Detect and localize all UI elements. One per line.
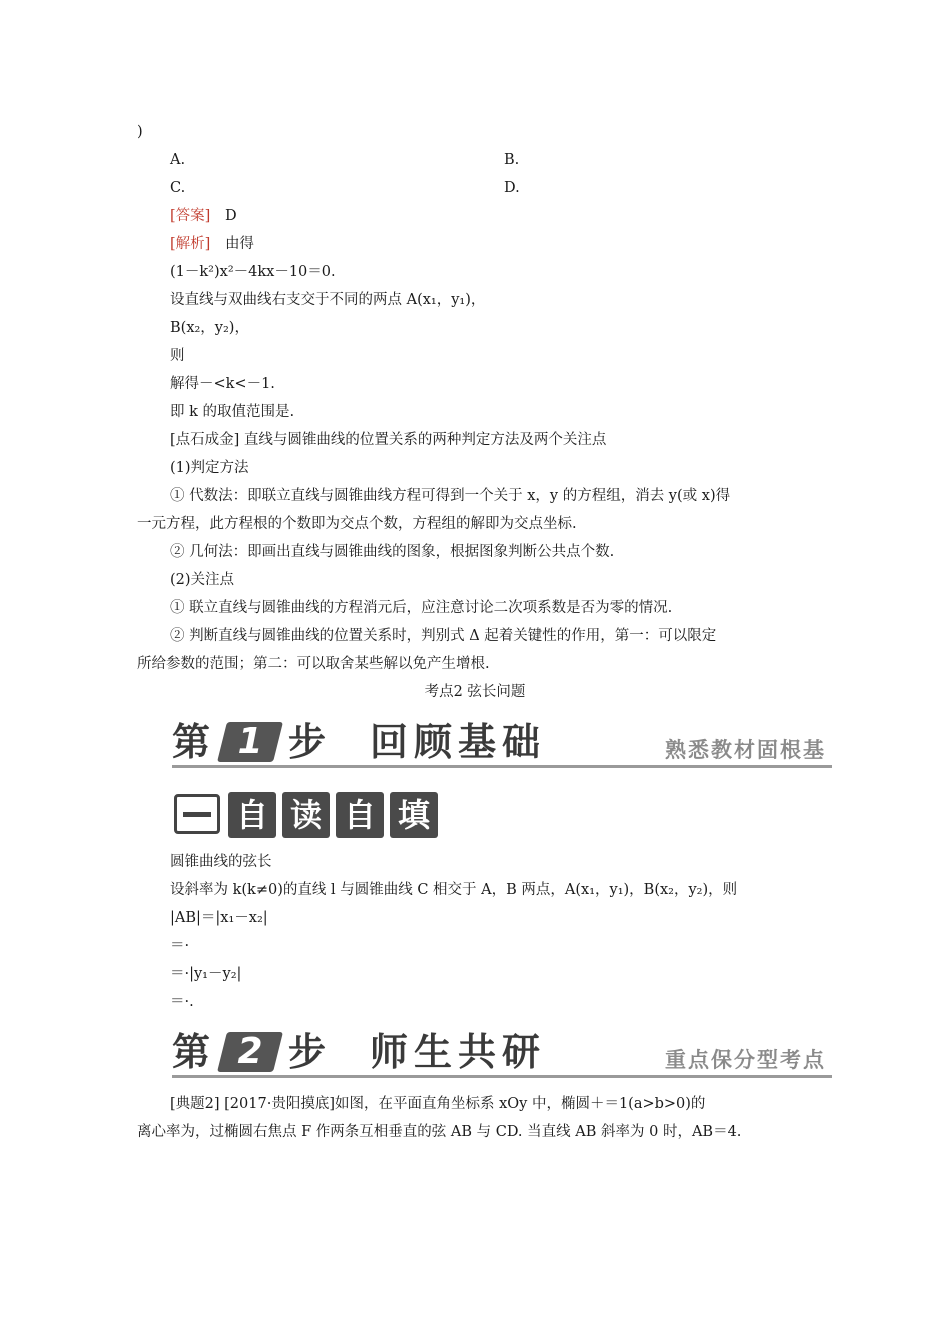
tips-p6b: 所给参数的范围；第二：可以取舍某些解以免产生增根. — [137, 656, 490, 672]
chord-title: 圆锥曲线的弦长 — [170, 854, 272, 870]
step2-rule — [172, 1075, 832, 1078]
tips-p2a: ① 代数法：即联立直线与圆锥曲线方程可得到一个关于 x，y 的方程组，消去 y(或 x)得 — [170, 488, 731, 504]
step2-number-badge — [217, 1032, 283, 1072]
closing-paren: ) — [137, 124, 143, 140]
intersect-line-b: B(x₂，y₂)， — [170, 320, 249, 336]
option-d: D. — [504, 180, 520, 196]
step1-rule — [172, 765, 832, 768]
zidu-char-1: 自 — [228, 792, 276, 838]
chord-line2: |AB|＝|x₁－x₂| — [170, 910, 268, 926]
tips-p1: (1)判定方法 — [170, 460, 249, 476]
analysis-text: 由得 — [224, 236, 254, 252]
step2-bu: 步 — [288, 1030, 329, 1074]
tips-p3: ② 几何法：即画出直线与圆锥曲线的图象，根据图象判断公共点个数. — [170, 544, 615, 560]
yi-icon — [174, 794, 220, 834]
zidu-char-3: 自 — [336, 792, 384, 838]
step2-number: 2 — [237, 1031, 263, 1072]
answer-line — [170, 206, 237, 226]
step2-title: 师生共研 — [370, 1030, 547, 1074]
step1-title: 回顾基础 — [370, 720, 547, 764]
step1-banner — [172, 716, 832, 772]
tips-title: [点石成金] 直线与圆锥曲线的位置关系的两种判定方法及两个关注点 — [170, 432, 607, 448]
tips-p2b: 一元方程，此方程根的个数即为交点个数，方程组的解即为交点坐标. — [137, 516, 577, 532]
then-line: 则 — [170, 348, 185, 364]
kaodian-title: 考点2 弦长问题 — [424, 684, 526, 700]
example-line1: [典题2] [2017·贵阳摸底]如图，在平面直角坐标系 xOy 中，椭圆＋＝1(a>b>0)的 — [170, 1096, 706, 1112]
intersect-line-a: 设直线与双曲线右支交于不同的两点 A(x₁，y₁)， — [170, 292, 486, 308]
step1-subtitle: 熟悉教材固根基 — [665, 738, 826, 762]
step2-subtitle: 重点保分型考点 — [665, 1048, 826, 1072]
step2-banner — [172, 1026, 832, 1082]
analysis-tag: [解析] — [170, 236, 211, 252]
zidu-char-4: 填 — [390, 792, 438, 838]
answer-value: D — [224, 208, 237, 224]
option-c: C. — [170, 180, 186, 196]
answer-tag: [答案] — [170, 208, 211, 224]
step1-bu: 步 — [288, 720, 329, 764]
chord-line4: ＝·|y₁－y₂| — [170, 966, 242, 982]
range-line: 即 k 的取值范围是. — [170, 404, 295, 420]
example-line2: 离心率为，过椭圆右焦点 F 作两条互相垂直的弦 AB 与 CD. 当直线 AB 斜率为 0 时，AB＝4. — [137, 1124, 742, 1140]
step1-number-badge — [217, 722, 283, 762]
option-a: A. — [170, 152, 186, 168]
step1-di: 第 — [172, 720, 213, 764]
analysis-line — [170, 234, 254, 254]
step1-number: 1 — [237, 721, 263, 762]
chord-line3: ＝· — [170, 938, 190, 954]
zidu-char-2: 读 — [282, 792, 330, 838]
step2-di: 第 — [172, 1030, 213, 1074]
option-b: B. — [504, 152, 520, 168]
equation-line: (1－k²)x²－4kx－10＝0. — [170, 264, 336, 280]
tips-p5: ① 联立直线与圆锥曲线的方程消元后，应注意讨论二次项系数是否为零的情况. — [170, 600, 673, 616]
chord-line1: 设斜率为 k(k≠0)的直线 l 与圆锥曲线 C 相交于 A，B 两点，A(x₁，y₁)，B(x₂，y₂)，则 — [170, 882, 738, 898]
chord-line5: ＝·. — [170, 994, 194, 1010]
tips-p6a: ② 判断直线与圆锥曲线的位置关系时，判别式 Δ 起着关键性的作用，第一：可以限定 — [170, 628, 717, 644]
solve-line: 解得－<k<－1. — [170, 376, 275, 392]
tips-p4: (2)关注点 — [170, 572, 235, 588]
